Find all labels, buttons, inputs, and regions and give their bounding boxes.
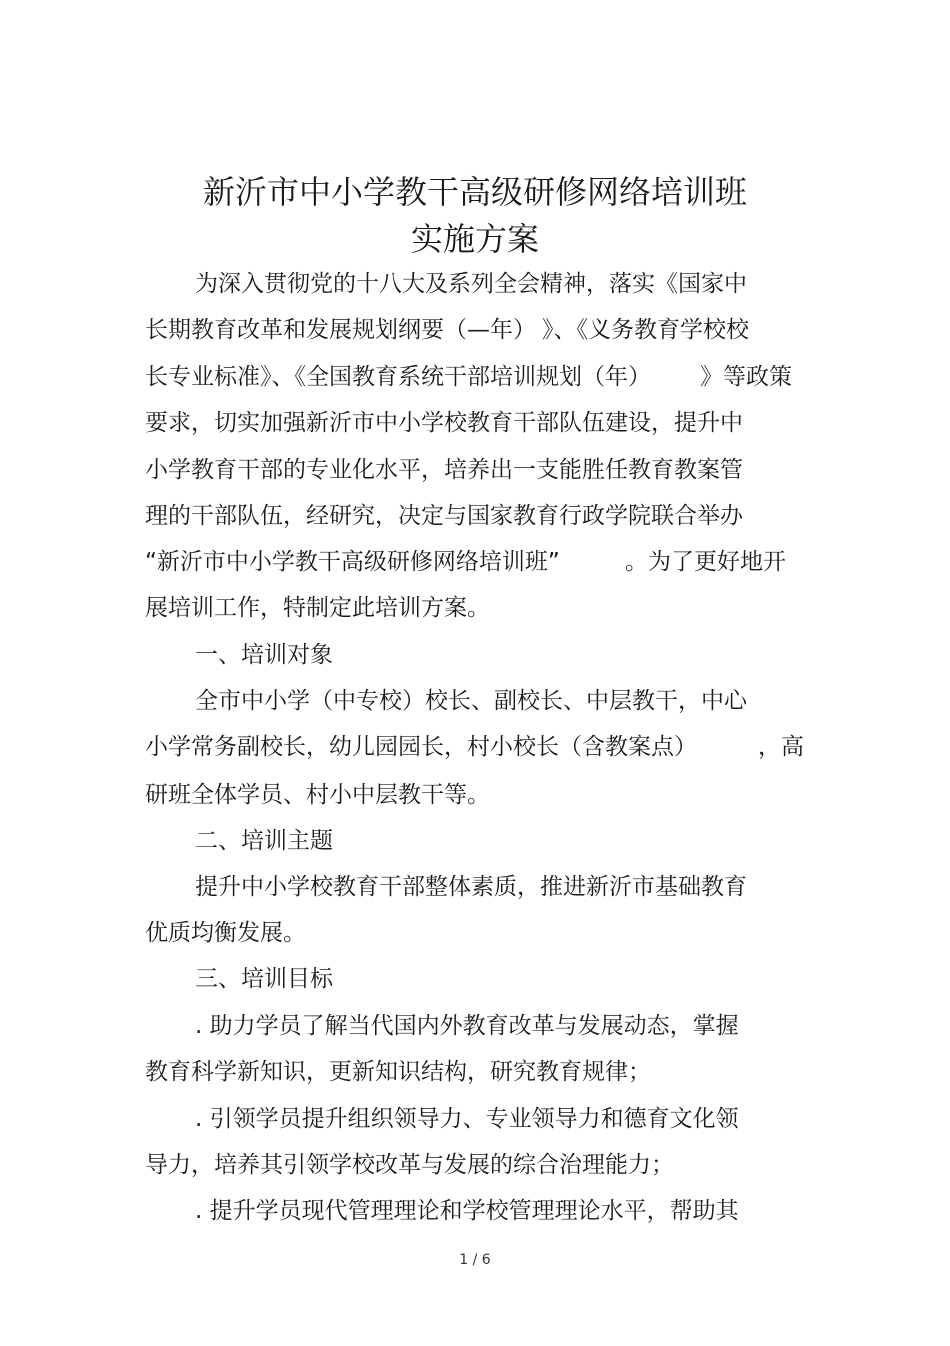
text-line: 长专业标准》、《全国教育系统干部培训规划（年） (145, 364, 651, 390)
text-line: 导力，培养其引领学校改革与发展的综合治理能力； (145, 1152, 674, 1178)
text-line: 》等政策 (700, 364, 792, 390)
text-line: 要求，切实加强新沂市中小学校教育干部队伍建设，提升中 (145, 410, 743, 436)
text-line: 小学教育干部的专业化水平，培养出一支能胜任教育教案管 (145, 457, 743, 483)
text-line: “新沂市中小学教干高级研修网络培训班” (145, 549, 560, 575)
text-line: . 引领学员提升组织领导力、专业领导力和德育文化领 (195, 1106, 739, 1132)
text-line: 教育科学新知识，更新知识结构，研究教育规律； (145, 1059, 651, 1085)
text-line: 展培训工作，特制定此培训方案。 (145, 595, 490, 621)
document-title: 新沂市中小学教干高级研修网络培训班 (202, 173, 747, 211)
text-line: . 提升学员现代管理理论和学校管理理论水平，帮助其 (195, 1198, 739, 1224)
page-number: 1 / 6 (459, 1252, 491, 1268)
text-line: 研班全体学员、村小中层教干等。 (145, 782, 490, 808)
text-line: 优质均衡发展。 (145, 920, 306, 946)
text-line: 全市中小学（中专校）校长、副校长、中层教干，中心 (195, 688, 747, 714)
section-heading: 三、培训目标 (195, 966, 333, 992)
text-line: ，高 (758, 734, 804, 760)
text-line: 》、《义务教育学校校 (542, 317, 749, 343)
text-line: 小学常务副校长，幼儿园园长，村小校长（含教案点） (145, 734, 697, 760)
document-subtitle: 实施方案 (410, 220, 539, 258)
text-line: . 助力学员了解当代国内外教育改革与发展动态，掌握 (195, 1013, 739, 1039)
text-line: 。为了更好地开 (625, 549, 786, 575)
section-heading: 二、培训主题 (195, 828, 333, 854)
section-heading: 一、培训对象 (195, 642, 333, 668)
text-line: 为深入贯彻党的十八大及系列全会精神，落实《国家中 (195, 271, 747, 297)
text-line: 理的干部队伍，经研究，决定与国家教育行政学院联合举办 (145, 503, 743, 529)
text-line: 提升中小学校教育干部整体素质，推进新沂市基础教育 (195, 874, 747, 900)
text-line: 长期教育改革和发展规划纲要（—年） (145, 317, 536, 343)
